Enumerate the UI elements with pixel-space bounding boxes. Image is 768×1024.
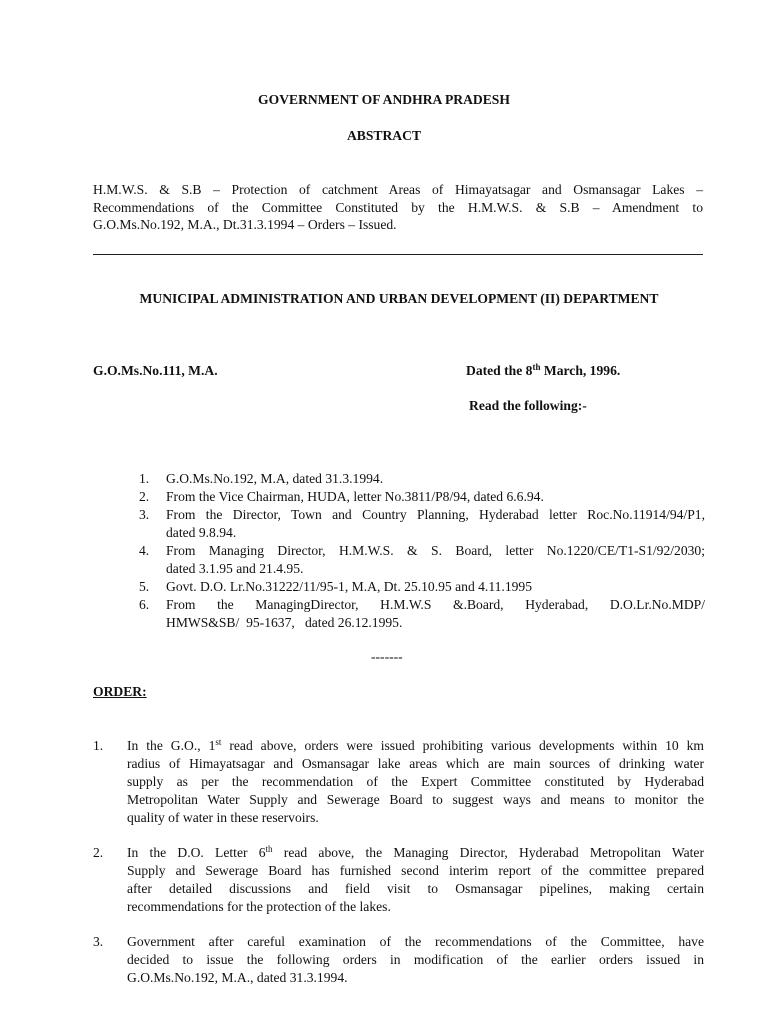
paragraph-number: 1. bbox=[93, 738, 104, 753]
reference-number: 2. bbox=[139, 489, 150, 504]
abstract-subject bbox=[93, 181, 703, 234]
paragraph-line: Government after careful examination of the recommendations of the Committee, have bbox=[127, 934, 704, 949]
dated-prefix: Dated the 8 bbox=[466, 363, 533, 378]
paragraph-line: recommendations for the protection of the lakes. bbox=[127, 899, 391, 914]
abstract-line: Recommendations of the Committee Constituted by the H.M.W.S. & S.B – Amendment to bbox=[93, 199, 703, 215]
abstract-line: G.O.Ms.No.192, M.A., Dt.31.3.1994 – Orders – Issued. bbox=[93, 217, 397, 232]
paragraph-line: G.O.Ms.No.192, M.A., dated 31.3.1994. bbox=[127, 970, 348, 985]
reference-number: 4. bbox=[139, 543, 150, 558]
reference-number: 1. bbox=[139, 471, 150, 486]
reference-line: G.O.Ms.No.192, M.A, dated 31.3.1994. bbox=[166, 471, 384, 486]
reference-line: dated 9.8.94. bbox=[166, 525, 237, 540]
reference-number: 3. bbox=[139, 507, 150, 522]
paragraph-number: 2. bbox=[93, 845, 104, 860]
reference-item bbox=[139, 596, 705, 632]
paragraph-line bbox=[127, 844, 704, 862]
dated-suffix: March, 1996. bbox=[540, 363, 621, 378]
reference-line: dated 3.1.95 and 21.4.95. bbox=[166, 561, 304, 576]
order-heading: ORDER: bbox=[93, 684, 147, 699]
paragraph-line: radius of Himayatsagar and Osmansagar lake areas which are main sources of drinking water bbox=[127, 756, 704, 771]
order-paragraph bbox=[93, 737, 704, 827]
government-title: GOVERNMENT OF ANDHRA PRADESH bbox=[258, 92, 510, 107]
paragraph-text: read above, the Managing Director, Hyderabad Metropolitan Water bbox=[272, 845, 704, 860]
reference-line: From the ManagingDirector, H.M.W.S &.Board, Hyderabad, D.O.Lr.No.MDP/ bbox=[166, 597, 705, 612]
reference-item bbox=[139, 488, 705, 506]
paragraph-superscript: st bbox=[215, 737, 222, 747]
paragraph-text: In the G.O., 1 bbox=[127, 738, 216, 753]
reference-number: 5. bbox=[139, 579, 150, 594]
abstract-title: ABSTRACT bbox=[346, 128, 422, 143]
reference-number: 6. bbox=[139, 597, 150, 612]
dated-superscript: th bbox=[532, 362, 541, 372]
reference-line: From Managing Director, H.M.W.S. & S. Board, letter No.1220/CE/T1-S1/92/2030; bbox=[166, 543, 705, 558]
reference-line: Govt. D.O. Lr.No.31222/11/95-1, M.A, Dt. 25.10.95 and 4.11.1995 bbox=[166, 579, 533, 594]
paragraph-line: after detailed discussions and field visit to Osmansagar pipelines, making certain bbox=[127, 881, 704, 896]
order-paragraph bbox=[93, 844, 704, 916]
reference-item bbox=[139, 578, 705, 596]
reference-line: From the Vice Chairman, HUDA, letter No.3811/P8/94, dated 6.6.94. bbox=[166, 489, 544, 504]
reference-line: HMWS&SB/ 95-1637, dated 26.12.1995. bbox=[166, 615, 403, 630]
paragraph-line: quality of water in these reservoirs. bbox=[127, 810, 319, 825]
paragraph-number: 3. bbox=[93, 934, 104, 949]
separator-dashes: ------- bbox=[371, 649, 403, 664]
reference-list bbox=[139, 470, 705, 632]
paragraph-text: read above, orders were issued prohibiting various developments within 10 km bbox=[221, 738, 704, 753]
paragraph-line: Metropolitan Water Supply and Sewerage Board to suggest ways and means to monitor the bbox=[127, 792, 704, 807]
paragraph-line: supply as per the recommendation of the Expert Committee constituted by Hyderabad bbox=[127, 774, 704, 789]
go-number: G.O.Ms.No.111, M.A. bbox=[93, 363, 218, 378]
horizontal-rule bbox=[93, 254, 703, 255]
paragraph-superscript: th bbox=[265, 844, 273, 854]
paragraph-text: In the D.O. Letter 6 bbox=[127, 845, 266, 860]
order-paragraph bbox=[93, 933, 704, 987]
reference-line: From the Director, Town and Country Planning, Hyderabad letter Roc.No.11914/94/P1, bbox=[166, 507, 705, 522]
reference-item bbox=[139, 506, 705, 542]
dated-line bbox=[466, 363, 620, 379]
paragraph-line bbox=[127, 737, 704, 755]
reference-item bbox=[139, 542, 705, 578]
abstract-line: H.M.W.S. & S.B – Protection of catchment Areas of Himayatsagar and Osmansagar Lakes – bbox=[93, 182, 703, 197]
department-title: MUNICIPAL ADMINISTRATION AND URBAN DEVELOPMENT (II) DEPARTMENT bbox=[139, 291, 659, 306]
read-following: Read the following:- bbox=[469, 398, 587, 413]
reference-item bbox=[139, 470, 705, 488]
paragraph-line: Supply and Sewerage Board has furnished second interim report of the committee prepared bbox=[127, 863, 704, 878]
paragraph-line: decided to issue the following orders in modification of the earlier orders issued in bbox=[127, 952, 704, 967]
